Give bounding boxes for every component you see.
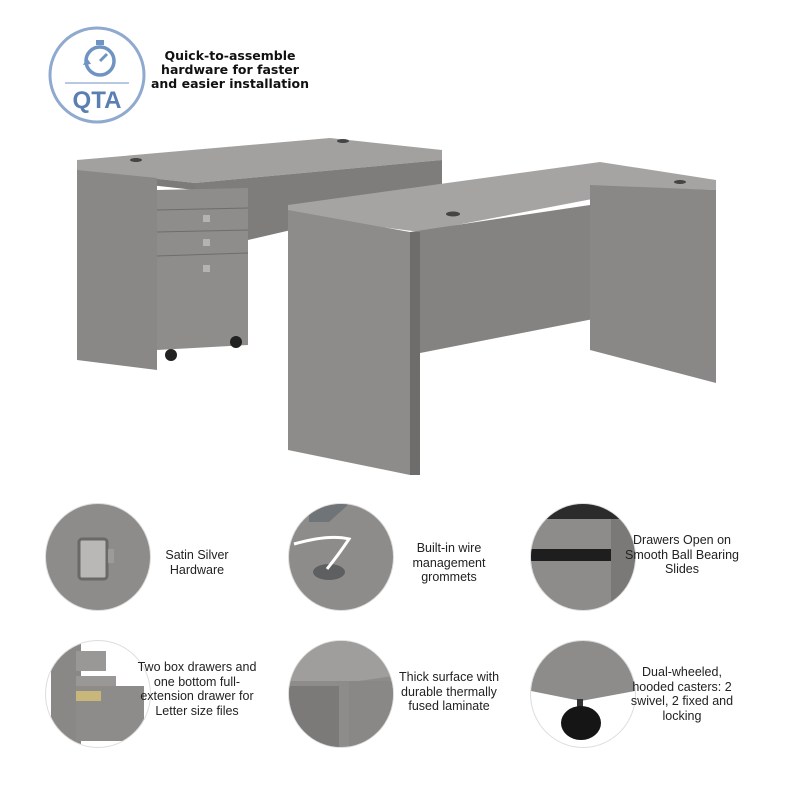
feature-caption-surface: Thick surface with durable thermally fused laminate	[398, 670, 500, 713]
feature-caption-hardware: Satin Silver Hardware	[165, 548, 229, 577]
feature-image-casters	[530, 640, 636, 748]
feature-image-surface	[288, 640, 394, 748]
feature-caption-casters: Dual-wheeled, hooded casters: 2 swivel, 2 fixed and locking	[630, 665, 734, 723]
feature-image-drawers	[45, 640, 151, 748]
svg-text:QTA: QTA	[72, 87, 122, 114]
feature-caption-drawers: Two box drawers and one bottom full-extension drawer for Letter size files	[137, 660, 257, 718]
feature-image-grommets	[288, 503, 394, 611]
feature-caption-slides: Drawers Open on Smooth Ball Bearing Slides	[625, 533, 739, 576]
feature-image-hardware	[45, 503, 151, 611]
feature-image-slides	[530, 503, 636, 611]
feature-caption-grommets: Built-in wire management grommets	[412, 541, 486, 584]
qta-description: Quick-to-assemble hardware for faster and easier installation	[150, 48, 310, 91]
